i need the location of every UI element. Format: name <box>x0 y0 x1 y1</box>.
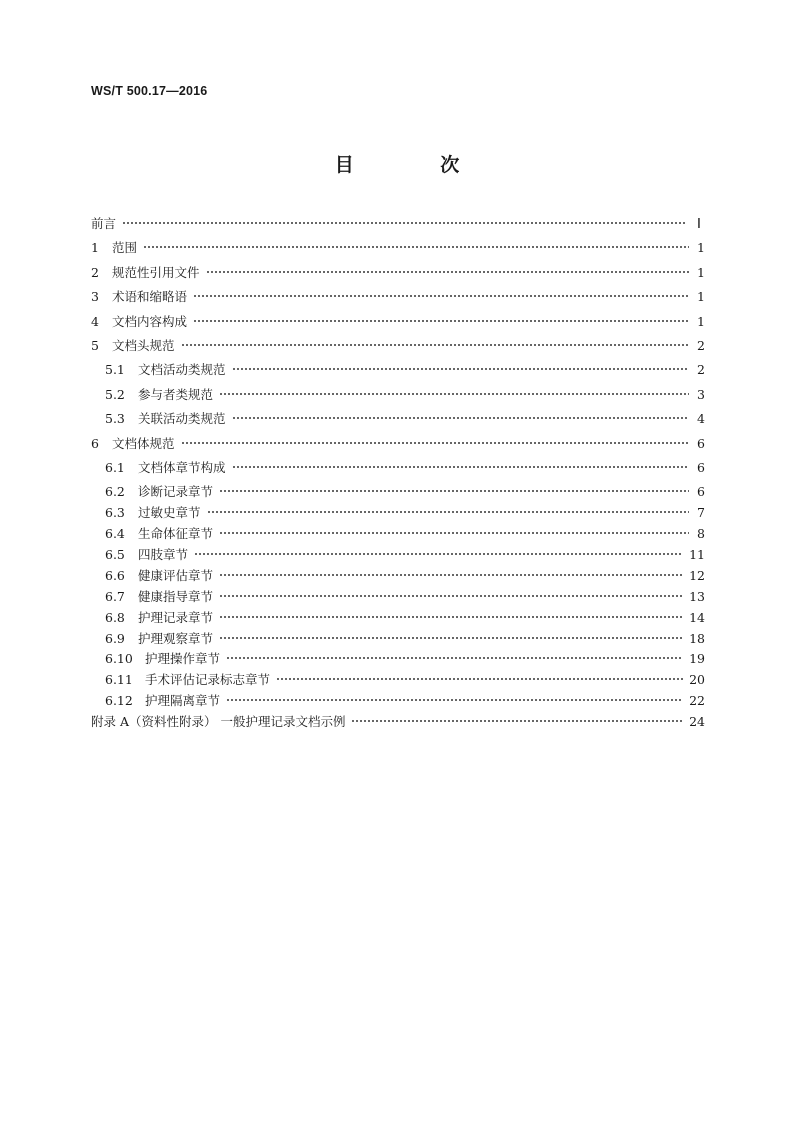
dot-leader <box>219 484 689 498</box>
toc-entry-page-number: Ⅰ <box>696 217 701 232</box>
toc-entry-label: 健康评估章节 <box>138 567 214 583</box>
toc-entry-number: 2 <box>91 264 99 280</box>
toc-entry-page-number: 1 <box>697 313 705 329</box>
toc-entry-number: 3 <box>91 289 99 305</box>
toc-entry-label: 手术评估记录标志章节 <box>145 672 271 688</box>
toc-entry-number: 6.3 <box>105 505 125 521</box>
toc-entry-label: 文档体规范 <box>112 435 175 451</box>
toc-entry-number: 6.8 <box>105 609 125 625</box>
toc-entry-label: 文档头规范 <box>112 337 175 353</box>
toc-entry[interactable] <box>91 712 705 736</box>
dot-leader <box>219 387 689 401</box>
toc-entry-page-number: 3 <box>697 386 705 402</box>
dot-leader <box>276 672 683 686</box>
toc-entry-number: 6 <box>91 435 99 451</box>
dot-leader <box>207 505 689 519</box>
toc-entry-label: 生命体征章节 <box>138 526 214 542</box>
toc-entry-label: 前言 <box>91 216 117 231</box>
toc-entry[interactable] <box>91 214 705 238</box>
toc-entry-label: 范围 <box>112 240 138 256</box>
dot-leader <box>219 568 683 582</box>
dot-leader <box>206 265 689 279</box>
page-title: 目 次 <box>334 154 500 176</box>
toc-entry[interactable] <box>91 287 705 311</box>
toc-entry-label: 关联活动类规范 <box>138 411 226 427</box>
toc-entry-number: 5.2 <box>105 386 125 402</box>
toc-entry[interactable] <box>91 263 705 287</box>
toc-entry-page-number: 14 <box>689 609 705 625</box>
dot-leader <box>226 651 683 665</box>
toc-entry[interactable] <box>91 545 705 566</box>
toc-entry-label: 四肢章节 <box>138 546 189 562</box>
toc-entry-label: 健康指导章节 <box>138 588 214 604</box>
toc-entry-number: 6.7 <box>105 588 125 604</box>
toc-entry[interactable] <box>91 608 705 629</box>
dot-leader <box>193 314 689 328</box>
toc-entry[interactable] <box>91 434 705 458</box>
toc-entry[interactable] <box>91 503 705 524</box>
standard-code: WS/T 500.17—2016 <box>91 84 208 98</box>
toc-entry[interactable] <box>91 385 705 409</box>
toc-entry-label: 护理观察章节 <box>138 630 214 646</box>
table-of-contents <box>91 214 705 736</box>
dot-leader <box>226 693 683 707</box>
dot-leader <box>194 547 683 561</box>
toc-entry-page-number: 8 <box>697 526 705 542</box>
toc-entry-number: 5 <box>91 337 99 353</box>
toc-entry-page-number: 12 <box>689 567 705 583</box>
dot-leader <box>219 589 683 603</box>
toc-entry-label: 术语和缩略语 <box>112 289 188 305</box>
toc-entry-number: 6.10 <box>105 651 133 667</box>
dot-leader <box>219 610 683 624</box>
toc-entry-number: 6.4 <box>105 526 125 542</box>
toc-entry-label: 附录 A（资料性附录） 一般护理记录文档示例 <box>91 714 346 730</box>
toc-entry[interactable] <box>91 312 705 336</box>
toc-entry[interactable] <box>91 524 705 545</box>
toc-entry[interactable] <box>91 691 705 712</box>
toc-entry-page-number: 7 <box>697 505 705 521</box>
toc-entry-page-number: 1 <box>697 240 705 256</box>
toc-entry-number: 6.6 <box>105 567 125 583</box>
toc-entry-label: 过敏史章节 <box>138 505 201 521</box>
dot-leader <box>232 362 689 376</box>
dot-leader <box>143 240 689 254</box>
toc-entry-page-number: 18 <box>689 630 705 646</box>
toc-entry-label: 诊断记录章节 <box>138 484 214 500</box>
toc-entry-page-number: 1 <box>697 289 705 305</box>
toc-entry-page-number: 20 <box>689 672 705 688</box>
toc-entry-page-number: 4 <box>697 411 705 427</box>
toc-entry-number: 5.1 <box>105 362 125 378</box>
toc-entry-number: 6.5 <box>105 546 125 562</box>
toc-entry-page-number: 6 <box>697 459 705 475</box>
toc-entry-page-number: 22 <box>689 693 705 709</box>
dot-leader <box>219 631 683 645</box>
toc-entry[interactable] <box>91 649 705 670</box>
toc-entry-label: 参与者类规范 <box>138 386 214 402</box>
toc-entry-number: 4 <box>91 313 99 329</box>
toc-entry-page-number: 11 <box>689 546 705 562</box>
toc-entry[interactable] <box>91 482 705 503</box>
dot-leader <box>122 216 685 230</box>
toc-entry-label: 护理操作章节 <box>145 651 221 667</box>
toc-entry-page-number: 24 <box>689 714 705 730</box>
toc-entry-label: 文档活动类规范 <box>138 362 226 378</box>
toc-entry-number: 6.1 <box>105 459 125 475</box>
toc-entry-label: 规范性引用文件 <box>112 264 200 280</box>
toc-entry-label: 护理记录章节 <box>138 609 214 625</box>
toc-entry-page-number: 13 <box>689 588 705 604</box>
toc-entry-page-number: 2 <box>697 362 705 378</box>
dot-leader <box>351 714 683 728</box>
toc-entry-number: 5.3 <box>105 411 125 427</box>
toc-entry-label: 护理隔离章节 <box>145 693 221 709</box>
toc-entry[interactable] <box>91 238 705 262</box>
toc-entry-number: 1 <box>91 240 99 256</box>
dot-leader <box>232 460 689 474</box>
toc-entry-page-number: 19 <box>689 651 705 667</box>
toc-entry[interactable] <box>91 566 705 587</box>
dot-leader <box>181 436 689 450</box>
toc-entry-page-number: 2 <box>697 337 705 353</box>
toc-entry-page-number: 6 <box>697 484 705 500</box>
toc-entry[interactable] <box>91 670 705 691</box>
toc-entry-number: 6.2 <box>105 484 125 500</box>
toc-entry[interactable] <box>91 458 705 482</box>
toc-entry-label: 文档体章节构成 <box>138 459 226 475</box>
toc-entry[interactable] <box>91 360 705 384</box>
toc-entry-page-number: 6 <box>697 435 705 451</box>
toc-entry-number: 6.12 <box>105 693 133 709</box>
dot-leader <box>219 526 689 540</box>
toc-entry-number: 6.9 <box>105 630 125 646</box>
toc-entry-page-number: 1 <box>697 264 705 280</box>
toc-entry[interactable] <box>91 587 705 608</box>
dot-leader <box>193 289 689 303</box>
toc-entry[interactable] <box>91 409 705 433</box>
toc-entry-label: 文档内容构成 <box>112 313 188 329</box>
toc-entry[interactable] <box>91 629 705 650</box>
toc-entry[interactable] <box>91 336 705 360</box>
dot-leader <box>232 411 689 425</box>
toc-entry-number: 6.11 <box>105 672 133 688</box>
dot-leader <box>181 338 689 352</box>
